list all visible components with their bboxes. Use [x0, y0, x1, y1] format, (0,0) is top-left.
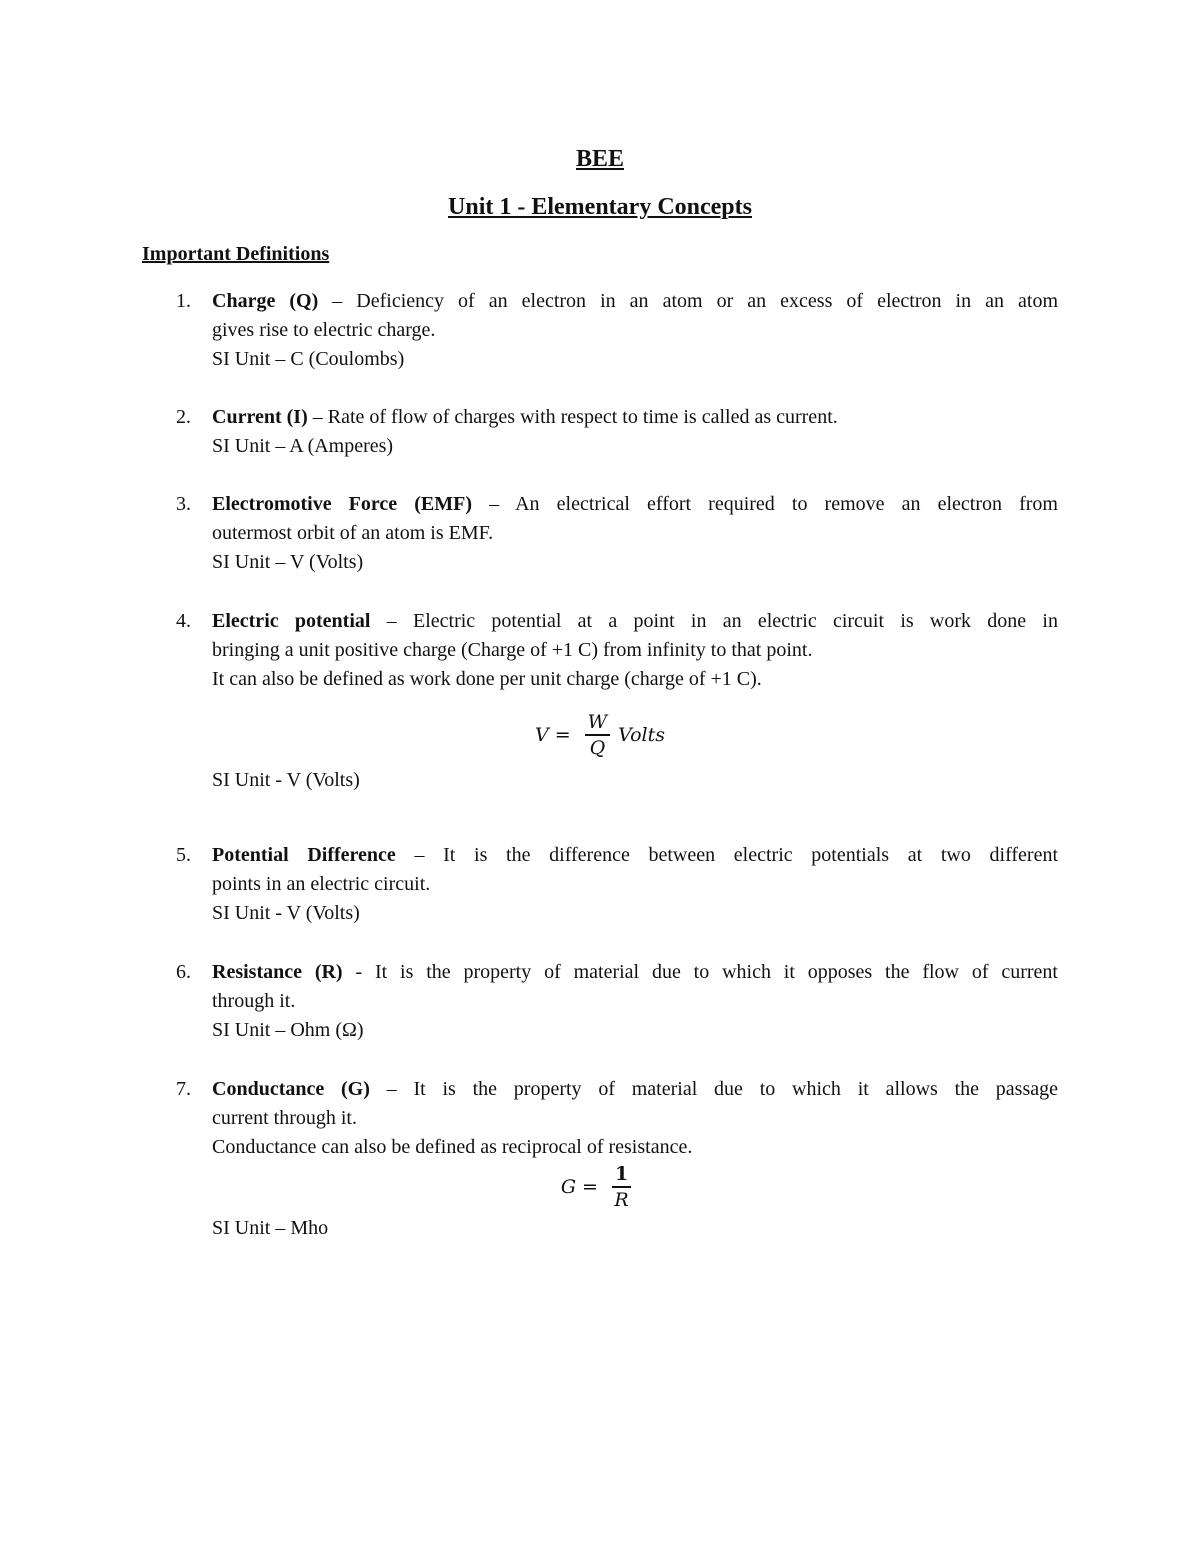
definition-line: through it.: [212, 990, 296, 1012]
definition-line: [212, 490, 1058, 519]
definition-term: Current (I): [212, 406, 308, 428]
definition-item-current: [142, 403, 1058, 461]
item-number: 3.: [176, 493, 191, 515]
fraction-numerator: 1: [612, 1162, 631, 1188]
formula-fraction: [585, 710, 611, 760]
item-number: 2.: [176, 406, 191, 428]
formula-lhs: G: [560, 1175, 577, 1198]
definition-text: Electric potential at a point in an electric circuit is work done in: [412, 610, 1058, 632]
formula-lhs: V: [534, 723, 549, 746]
definition-item-resistance: [142, 958, 1058, 1045]
si-unit: SI Unit - V (Volts): [212, 769, 360, 791]
formula-conductance: [142, 1162, 1058, 1212]
item-number: 6.: [176, 961, 191, 983]
definition-term: Resistance (R): [212, 961, 343, 983]
definition-text: An electrical effort required to remove an electron from: [515, 493, 1058, 515]
formula-fraction: [612, 1162, 631, 1212]
term-separator: –: [318, 290, 357, 312]
si-unit: SI Unit - V (Volts): [212, 902, 360, 924]
item-number: 1.: [176, 290, 191, 312]
term-separator: –: [395, 844, 444, 866]
definition-text: It is the property of material due to which it opposes the flow of current: [374, 961, 1058, 983]
item-number: 7.: [176, 1078, 191, 1100]
definition-line: [212, 958, 1058, 987]
term-separator: –: [370, 610, 413, 632]
definition-item-electric-potential: [142, 607, 1058, 795]
formula-unit: Volts: [618, 723, 666, 746]
document-title: BEE: [575, 146, 625, 172]
definition-line: current through it.: [212, 1107, 357, 1129]
formula-equals: =: [582, 1175, 598, 1198]
unit-title: Unit 1 - Elementary Concepts: [448, 194, 752, 220]
definition-text: Deficiency of an electron in an atom or an excess of electron in an atom: [356, 290, 1059, 312]
definition-line: outermost orbit of an atom is EMF.: [212, 522, 494, 544]
si-unit: SI Unit – A (Amperes): [212, 435, 394, 457]
item-number: 5.: [176, 844, 191, 866]
term-separator: –: [472, 493, 516, 515]
definition-text: Rate of flow of charges with respect to time is called as current.: [327, 406, 838, 428]
definition-line: It can also be defined as work done per unit charge (charge of +1 C).: [212, 668, 762, 690]
term-separator: –: [369, 1078, 414, 1100]
formula-voltage: [142, 710, 1058, 760]
definition-line: [212, 403, 1058, 432]
definition-term: Potential Difference: [212, 844, 396, 866]
definition-term: Electric potential: [212, 610, 371, 632]
definition-text: It is the difference between electric potentials at two different: [443, 844, 1059, 866]
term-separator: –: [307, 406, 328, 428]
definition-line: points in an electric circuit.: [212, 873, 431, 895]
fraction-denominator: R: [614, 1189, 629, 1211]
definition-term: Electromotive Force (EMF): [212, 493, 473, 515]
definition-term: Charge (Q): [212, 290, 319, 312]
fraction-denominator: Q: [589, 737, 606, 759]
definition-item-charge: [142, 287, 1058, 374]
definition-line: [212, 841, 1058, 870]
definition-item-conductance: [142, 1075, 1058, 1243]
si-unit: SI Unit – Mho: [212, 1217, 329, 1239]
si-unit: SI Unit – V (Volts): [212, 551, 364, 573]
si-unit: SI Unit – C (Coulombs): [212, 348, 405, 370]
definition-item-emf: [142, 490, 1058, 577]
definition-line: bringing a unit positive charge (Charge of +1 C) from infinity to that point.: [212, 639, 813, 661]
fraction-numerator: W: [585, 710, 611, 736]
formula-equals: =: [554, 723, 571, 746]
definition-line: gives rise to electric charge.: [212, 319, 436, 341]
si-unit: SI Unit – Ohm (Ω): [212, 1019, 364, 1041]
term-separator: -: [342, 961, 375, 983]
definition-term: Conductance (G): [212, 1078, 370, 1100]
definition-line: [212, 607, 1058, 636]
definition-line: [212, 287, 1058, 316]
definition-item-potential-difference: [142, 841, 1058, 928]
section-heading: Important Definitions: [142, 243, 330, 265]
definition-line: [212, 1075, 1058, 1104]
item-number: 4.: [176, 610, 191, 632]
definition-line: Conductance can also be defined as reciprocal of resistance.: [212, 1136, 693, 1158]
definition-text: It is the property of material due to which it allows the passage: [413, 1078, 1058, 1100]
